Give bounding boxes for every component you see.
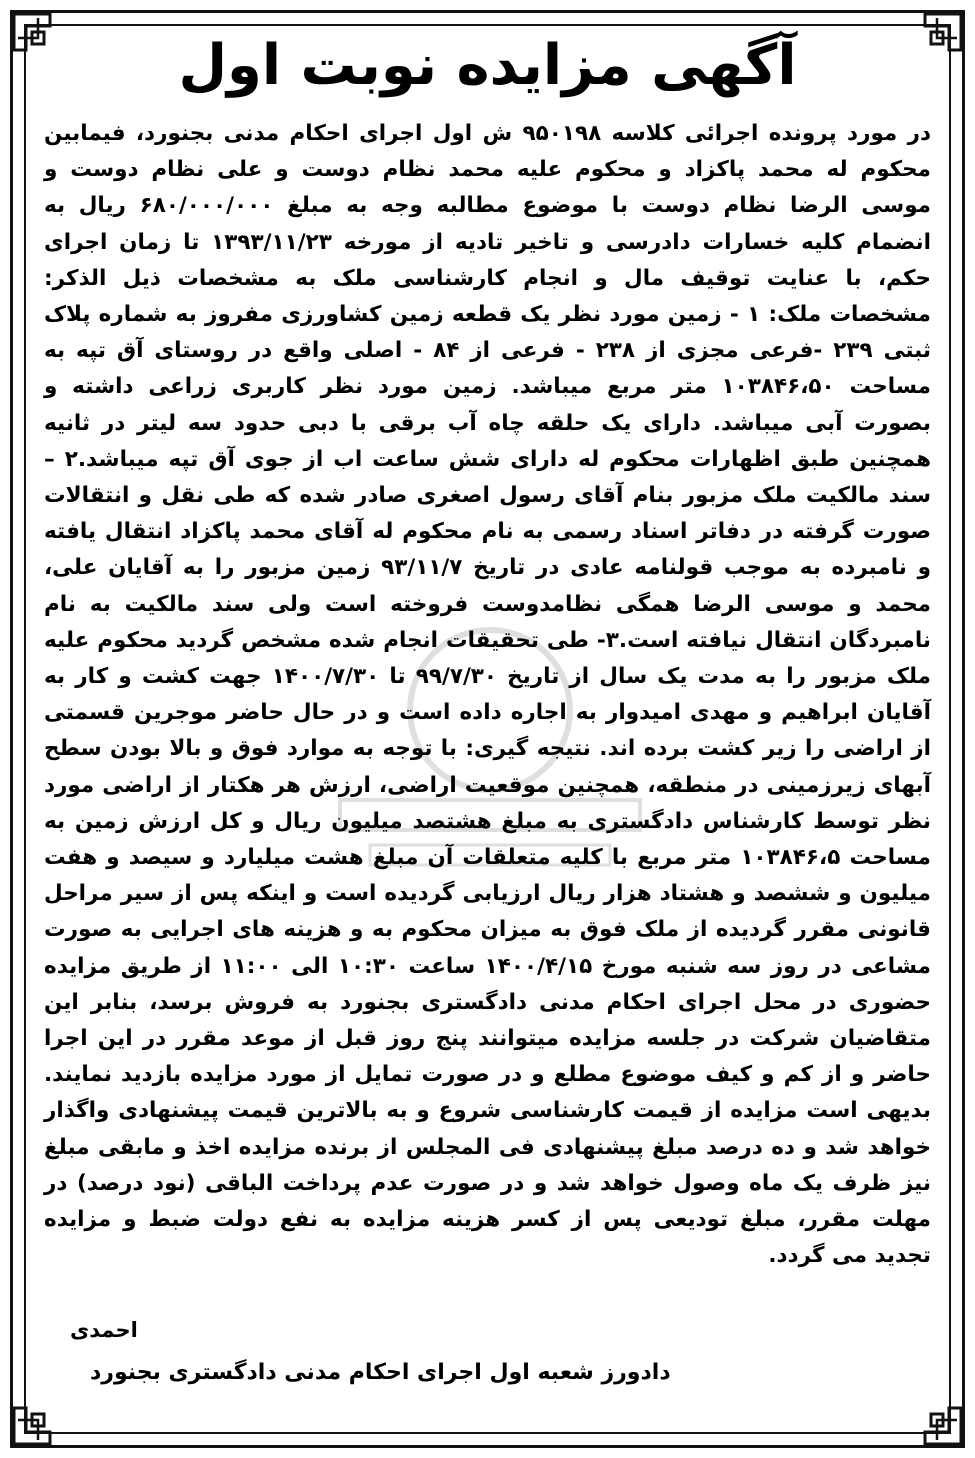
corner-ornament-icon	[895, 1378, 965, 1448]
signer-title: دادورز شعبه اول اجرای احکام مدنی دادگستری بجنورد	[90, 1360, 671, 1385]
notice-body: در مورد پرونده اجرائی کلاسه ۹۵۰۱۹۸ ش اول اجرای احکام مدنی بجنورد، فیمابین محکوم له محمد پاکزاد و محکوم علیه محمد نظام دوست و علی نظام دوست و موسی الرضا نظام دوست با موضوع مطالبه وجه به مبلغ ۶۸۰/۰۰۰/۰۰۰ ریال به انضمام کلیه خسارات دادرسی و تاخیر تادیه از مورخه ۱۳۹۳/۱۱/۲۳ تا زمان اجرای حکم، با عنایت توقیف مال و انجام کارشناسی ملک به مشخصات ذیل الذکر: مشخصات ملک: ۱ - زمین مورد نظر یک قطعه زمین کشاورزی مفروز به شماره پلاک ثبتی ۲۳۹ -فرعی مجزی از ۲۳۸ - فرعی از ۸۴ - اصلی واقع در روستای آق تپه به مساحت ۱۰۳۸۴۶،۵۰ متر مربع میباشد. زمین مورد نظر کاربری زراعی داشته و بصورت آبی میباشد. دارای یک حلقه چاه آب برقی با دبی حدود سه لیتر در ثانیه همچنین طبق اظهارات محکوم له دارای شش ساعت اب از جوی آق تپه میباشد.۲ – سند مالکیت ملک مزبور بنام آقای رسول اصغری صادر شده که طی نقل و انتقالات صورت گرفته در دفاتر اسناد رسمی به نام محکوم له آقای محمد پاکزاد انتقال یافته و نامبرده به موجب قولنامه عادی در تاریخ ۹۳/۱۱/۷ زمین مزبور را به آقایان علی، محمد و موسی الرضا همگی نظامدوست فروخته است ولی سند مالکیت به نام نامبردگان انتقال نیافته است.۳- طی تحقیقات انجام شده مشخص گردید محکوم علیه ملک مزبور را به مدت یک سال از تاریخ ۹۹/۷/۳۰ تا ۱۴۰۰/۷/۳۰ جهت کشت و کار به آقایان ابراهیم و مهدی امیدوار به اجاره داده است و در حال حاضر موجرین قسمتی از اراضی را زیر کشت برده اند. نتیجه گیری: با توجه به موارد فوق و بالا بودن سطح آبهای زیرزمینی در منطقه، همچنین موقعیت اراضی، ارزش هر هکتار از اراضی مورد نظر توسط کارشناس دادگستری به مبلغ هشتصد میلیون ریال و کل ارزش زمین به مساحت ۱۰۳۸۴۶،۵ متر مربع با کلیه متعلقات آن مبلغ هشت میلیارد و سیصد و هفت میلیون و ششصد و هشتاد هزار ریال ارزیابی گردیده است و اینکه پس از سیر مراحل قانونی مقرر گردیده از ملک فوق به میزان محکوم به و هزینه های اجرایی به صورت مشاعی در روز سه شنبه مورخ ۱۴۰۰/۴/۱۵ ساعت ۱۰:۳۰ الی ۱۱:۰۰ از طریق مزایده حضوری در محل اجرای احکام مدنی دادگستری بجنورد به فروش برسد، بنابر این متقاضیان شرکت در جلسه مزایده میتوانند پنج روز قبل از موعد مقرر در این اجرا حاضر و از کم و کیف موضوع مطلع و در صورت تمایل از مورد مزایده بازدید نمایند. بدیهی است مزایده از قیمت کارشناسی شروع و به بالاترین قیمت پیشنهادی واگذار خواهد شد و ده درصد مبلغ پیشنهادی فی المجلس از برنده مزایده اخذ و مابقی مبلغ نیز ظرف یک ماه وصول خواهد شد و در صورت عدم پرداخت الباقی (نود درصد) در مهلت مقرر، مبلغ تودیعی پس از کسر هزینه مزایده به نفع دولت ضبط و مزایده تجدید می گردد.	[44, 121, 932, 1269]
notice-title: آگهی مزایده نوبت اول	[178, 33, 797, 98]
corner-ornament-icon	[10, 1378, 80, 1448]
signer-name: احمدی	[70, 1318, 138, 1342]
